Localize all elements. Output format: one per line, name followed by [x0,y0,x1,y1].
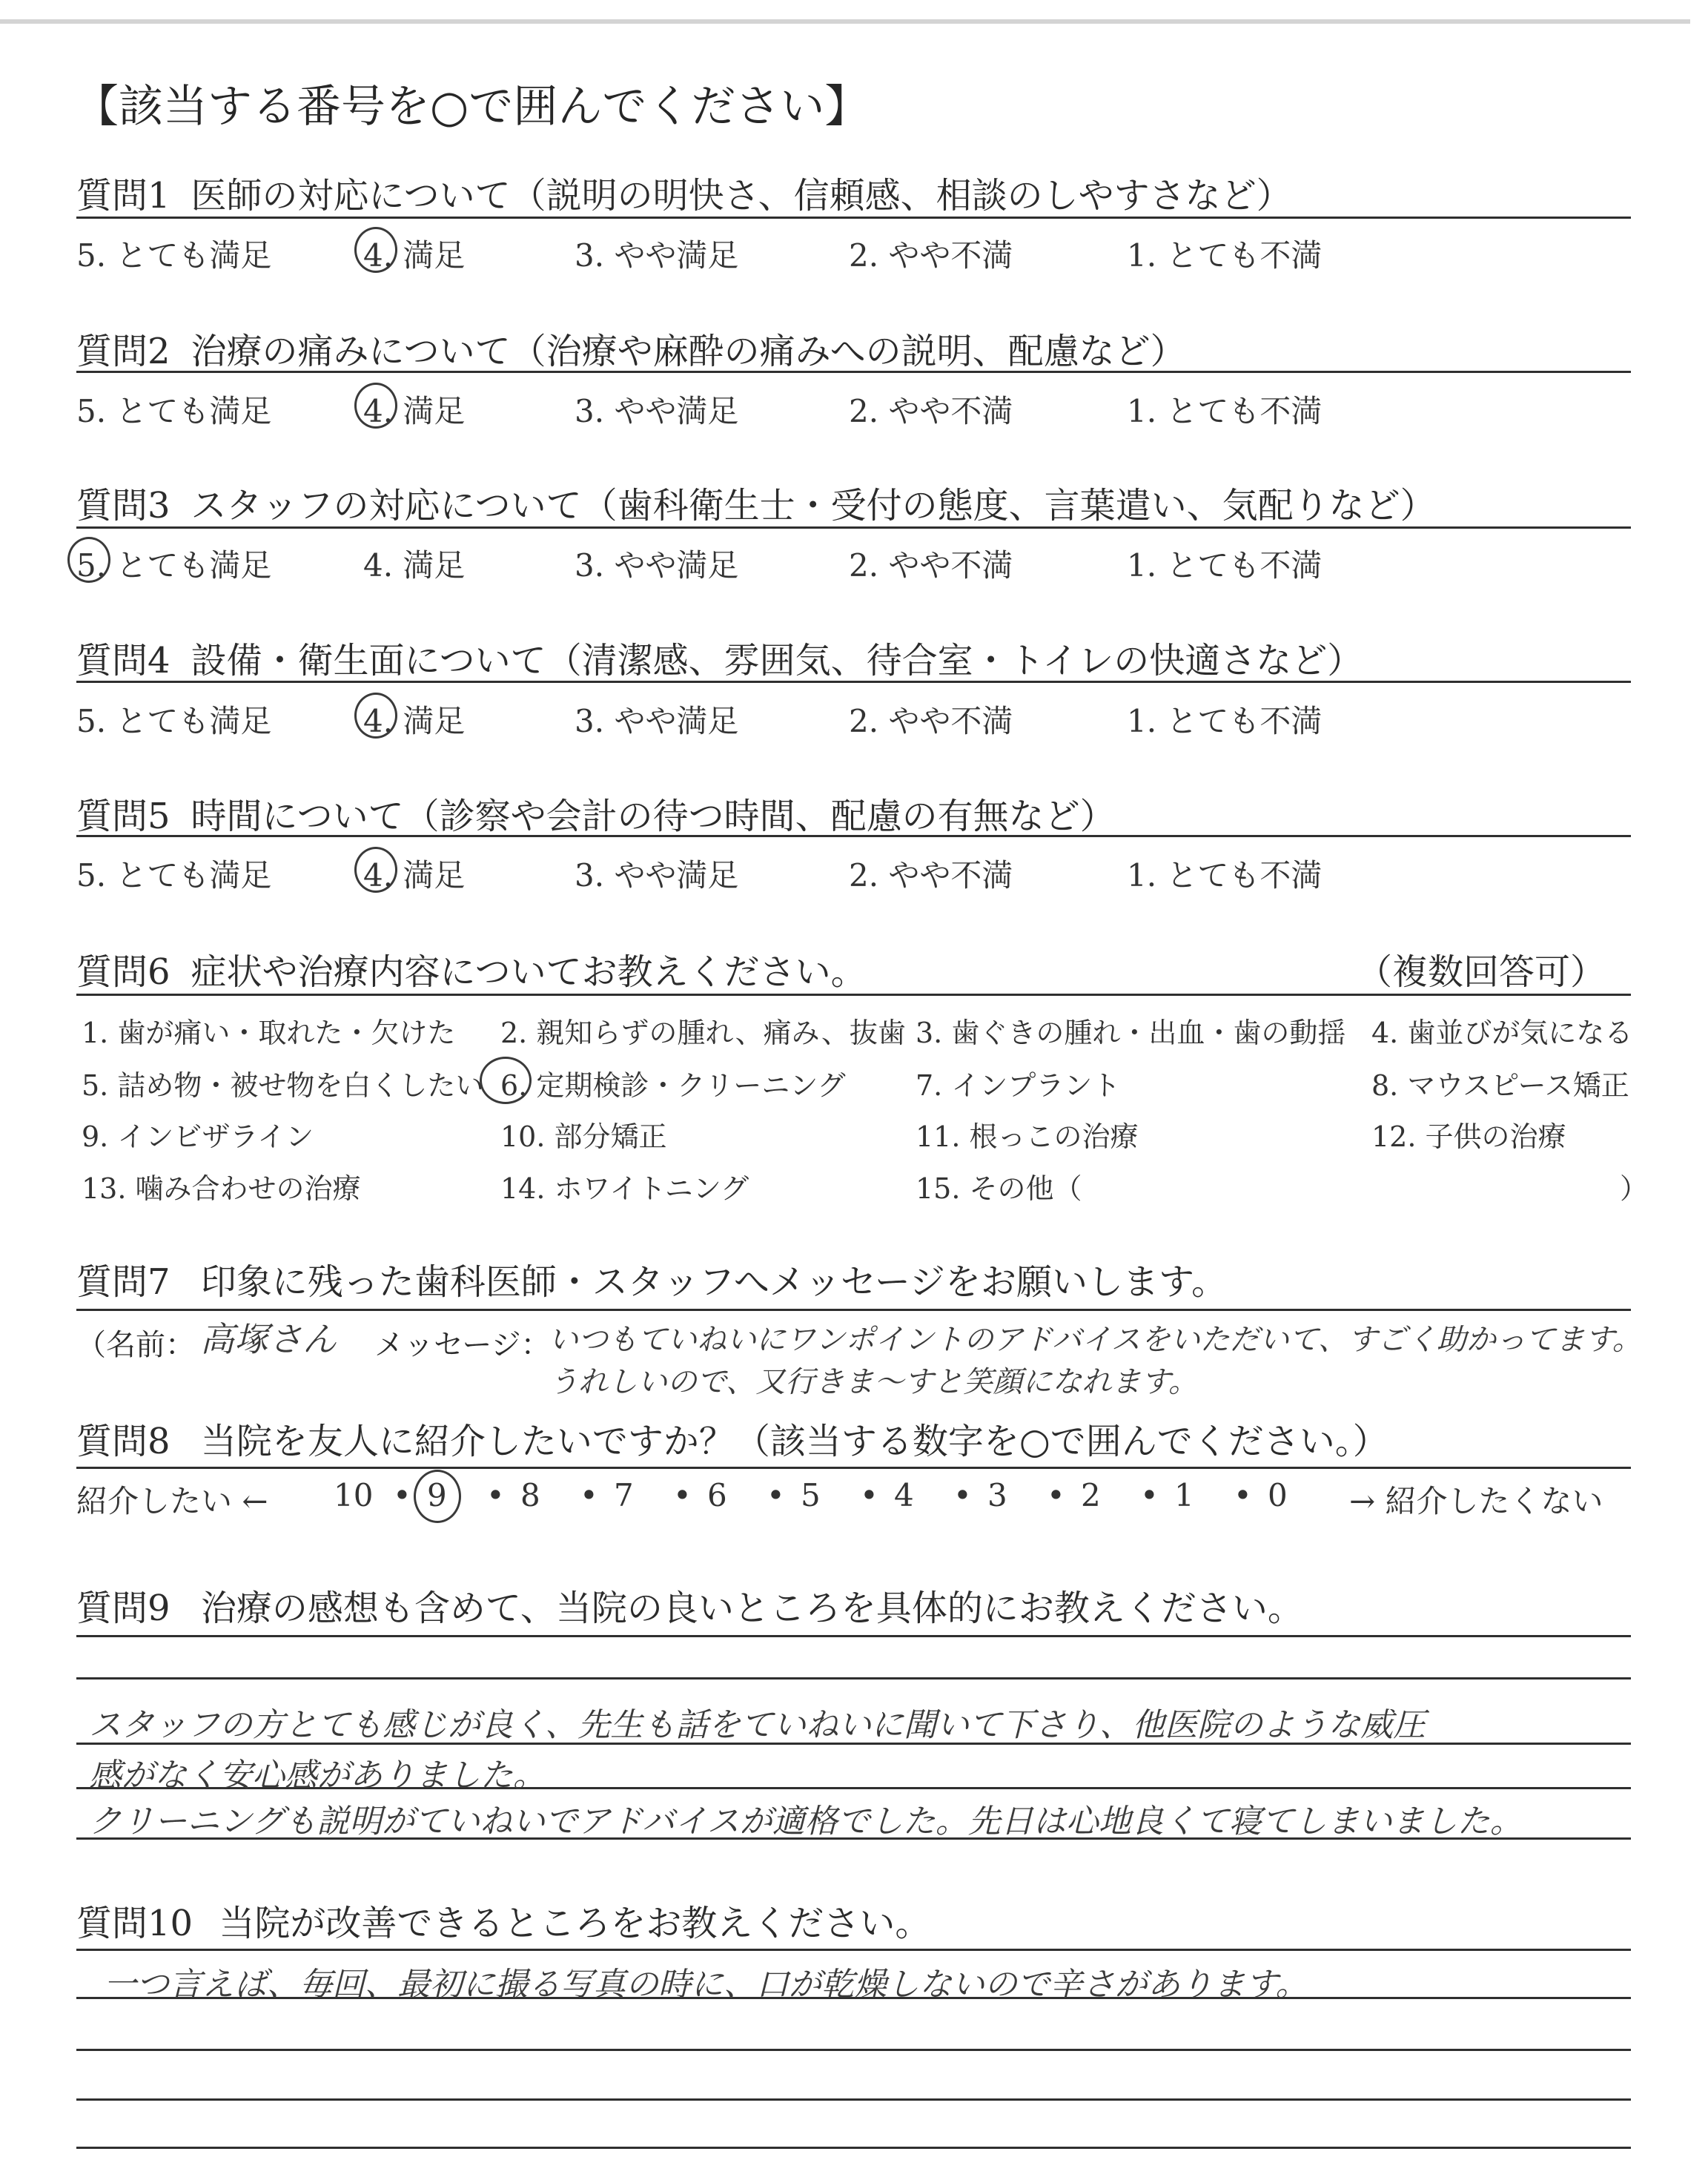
question-1-rule [76,217,1631,219]
question-2-text: 治療の痛みについて（治療や麻酔の痛みへの説明、配慮など） [191,331,1186,372]
question-4-label: 質問4 [76,640,171,681]
question-5-label: 質問5 [76,796,171,837]
q4-option-1[interactable]: 1. とても不満 [1127,703,1323,739]
q8-scale-3[interactable]: 3 [987,1477,1007,1513]
question-1-heading [76,167,1292,218]
question-3-text: スタッフの対応について（歯科衛生士・受付の態度、言葉遣い、気配りなど） [191,485,1436,526]
q9-answer-line-3[interactable]: クリーニングも説明がていねいでアドバイスが適格でした。先日は心地良くて寝てしまいました。 [89,1803,1523,1840]
q7-message-line-2[interactable]: うれしいので、又行きま～すと笑顔になれます。 [549,1365,1198,1399]
question-2-rule [76,371,1631,373]
question-10-text: 当院が改善できるところをお教えください。 [219,1903,931,1944]
question-4-text: 設備・衛生面について（清潔感、雰囲気、待合室・トイレの快適さなど） [191,640,1363,681]
q10-rule-5 [76,2147,1631,2149]
q3-answer-circle [67,537,110,583]
question-6-label: 質問6 [76,951,171,993]
question-7-label: 質問7 [76,1261,171,1303]
question-8-label: 質問8 [76,1421,171,1462]
question-5-heading [76,787,1116,839]
q6-option-7[interactable]: 7. インプラント [916,1069,1121,1102]
q8-scale-8[interactable]: 8 [520,1477,540,1513]
page-title: 【該当する番号を○で囲んでください】 [74,81,870,133]
q8-separator-dot: • [580,1477,598,1513]
question-8-text: 当院を友人に紹介したいですか？（該当する数字を○で囲んでください。） [200,1421,1388,1462]
question-4-rule [76,681,1631,683]
q8-separator-dot: • [860,1477,878,1513]
q6-option-15[interactable]: 15. その他（ [916,1172,1082,1205]
question-6-note: （複数回答可） [1357,951,1606,993]
q8-left-label: 紹介したい ← [76,1483,268,1519]
q2-option-3[interactable]: 3. やや満足 [575,393,739,429]
q8-right-label: → 紹介したくない [1349,1483,1603,1519]
q6-option-3[interactable]: 3. 歯ぐきの腫れ・出血・歯の動揺 [916,1017,1346,1049]
q8-scale-7[interactable]: 7 [614,1477,634,1513]
q5-option-4[interactable]: 4. 満足 [363,857,466,894]
question-7-text: 印象に残った歯科医師・スタッフへメッセージをお願いします。 [200,1261,1228,1303]
q8-separator-dot: • [393,1477,411,1513]
q5-option-5[interactable]: 5. とても満足 [76,857,272,894]
q5-option-1[interactable]: 1. とても不満 [1127,857,1323,894]
q2-option-1[interactable]: 1. とても不満 [1127,393,1323,429]
q10-rule-4 [76,2098,1631,2101]
q6-option-4[interactable]: 4. 歯並びが気になる [1371,1017,1633,1049]
question-6-text: 症状や治療内容についてお教えください。 [191,951,867,993]
q6-other-close-paren[interactable]: ） [1620,1172,1649,1205]
question-2-label: 質問2 [76,331,171,372]
q8-separator-dot: • [673,1477,692,1513]
question-9-label: 質問9 [76,1588,171,1629]
question-4-heading [76,632,1363,683]
q4-option-5[interactable]: 5. とても満足 [76,703,272,739]
q1-option-1[interactable]: 1. とても不満 [1127,237,1323,274]
q6-option-10[interactable]: 10. 部分矯正 [500,1120,667,1153]
question-6-rule [76,994,1631,996]
question-6-heading [76,943,867,994]
q6-answer-circle [480,1057,532,1104]
q10-rule-1 [76,1949,1631,1951]
q6-option-8[interactable]: 8. マウスピース矯正 [1371,1069,1629,1102]
q9-rule-1 [76,1635,1631,1637]
q4-option-4[interactable]: 4. 満足 [363,703,466,739]
q8-scale-0[interactable]: 0 [1268,1477,1288,1513]
q8-separator-dot: • [1047,1477,1065,1513]
question-8-rule [76,1467,1631,1469]
q2-answer-circle [354,383,397,429]
q4-option-3[interactable]: 3. やや満足 [575,703,739,739]
q2-option-5[interactable]: 5. とても満足 [76,393,272,429]
q1-option-4[interactable]: 4. 満足 [363,237,466,274]
top-edge-bar [0,19,1690,24]
q6-option-9[interactable]: 9. インビザライン [82,1120,314,1153]
question-1-text: 医師の対応について（説明の明快さ、信頼感、相談のしやすさなど） [191,175,1292,217]
q8-scale-5[interactable]: 5 [801,1477,821,1513]
q5-option-3[interactable]: 3. やや満足 [575,857,739,894]
question-1-label: 質問1 [76,175,171,217]
q8-scale-1[interactable]: 1 [1174,1477,1194,1513]
q8-separator-dot: • [1234,1477,1252,1513]
q4-answer-circle [354,693,397,739]
question-2-heading [76,323,1186,374]
question-5-rule [76,835,1631,837]
q9-answer-line-1[interactable]: スタッフの方とても感じが良く、先生も話をていねいに聞いて下さり、他医院のような威圧 [89,1706,1426,1744]
q7-name-label: （名前： [76,1328,195,1362]
q1-option-2[interactable]: 2. やや不満 [849,237,1013,274]
q7-message-label: メッセージ： [374,1328,551,1362]
q6-option-6[interactable]: 6. 定期検診・クリーニング [500,1069,846,1102]
question-7-rule [76,1309,1631,1311]
q5-option-2[interactable]: 2. やや不満 [849,857,1013,894]
q3-option-5[interactable]: 5. とても満足 [76,547,272,584]
q2-option-4[interactable]: 4. 満足 [363,393,466,429]
q9-rule-2 [76,1677,1631,1680]
q8-scale-10[interactable]: 10 [334,1477,374,1513]
q6-option-14[interactable]: 14. ホワイトニング [500,1172,749,1205]
q10-rule-3 [76,2049,1631,2051]
q1-option-3[interactable]: 3. やや満足 [575,237,739,274]
q9-answer-line-2[interactable]: 感がなく安心感がありました。 [89,1757,546,1794]
question-9-heading [76,1579,1303,1631]
q8-separator-dot: • [1140,1477,1159,1513]
q8-scale-6[interactable]: 6 [707,1477,727,1513]
question-3-label: 質問3 [76,485,171,526]
q6-option-13[interactable]: 13. 噛み合わせの治療 [82,1172,361,1205]
question-10-heading [76,1895,930,1946]
question-3-rule [76,526,1631,529]
q6-option-2[interactable]: 2. 親知らずの腫れ、痛み、抜歯 [500,1017,906,1049]
question-10-label: 質問10 [76,1903,193,1944]
q10-answer-line-1[interactable]: 一つ言えば、毎回、最初に撮る写真の時に、口が乾燥しないので辛さがあります。 [104,1966,1308,2004]
q3-option-4[interactable]: 4. 満足 [363,547,466,584]
question-3-heading [76,477,1436,528]
q8-scale-4[interactable]: 4 [894,1477,914,1513]
q3-option-1[interactable]: 1. とても不満 [1127,547,1323,584]
q8-separator-dot: • [486,1477,505,1513]
question-9-text: 治療の感想も含めて、当院の良いところを具体的にお教えください。 [200,1588,1303,1629]
q1-option-5[interactable]: 5. とても満足 [76,237,272,274]
question-8-heading [76,1413,1388,1464]
q2-option-2[interactable]: 2. やや不満 [849,393,1013,429]
q3-option-3[interactable]: 3. やや満足 [575,547,739,584]
q6-option-11[interactable]: 11. 根っこの治療 [916,1120,1139,1153]
q6-option-5[interactable]: 5. 詰め物・被せ物を白くしたい [82,1069,484,1102]
q1-answer-circle [354,227,397,273]
question-5-text: 時間について（診察や会計の待つ時間、配慮の有無など） [191,796,1116,837]
q8-answer-circle [414,1470,461,1523]
q8-scale-9[interactable]: 9 [427,1477,447,1513]
q8-separator-dot: • [767,1477,785,1513]
q7-name-value[interactable]: 高塚さん [200,1319,337,1359]
q6-option-1[interactable]: 1. 歯が痛い・取れた・欠けた [82,1017,456,1049]
q6-option-12[interactable]: 12. 子供の治療 [1371,1120,1566,1153]
question-7-heading [76,1253,1227,1304]
q5-answer-circle [354,847,397,893]
q7-message-line-1[interactable]: いつもていねいにワンポイントのアドバイスをいただいて、すごく助かってます。 [549,1323,1642,1357]
q8-scale-2[interactable]: 2 [1081,1477,1101,1513]
q3-option-2[interactable]: 2. やや不満 [849,547,1013,584]
q8-separator-dot: • [953,1477,972,1513]
q4-option-2[interactable]: 2. やや不満 [849,703,1013,739]
